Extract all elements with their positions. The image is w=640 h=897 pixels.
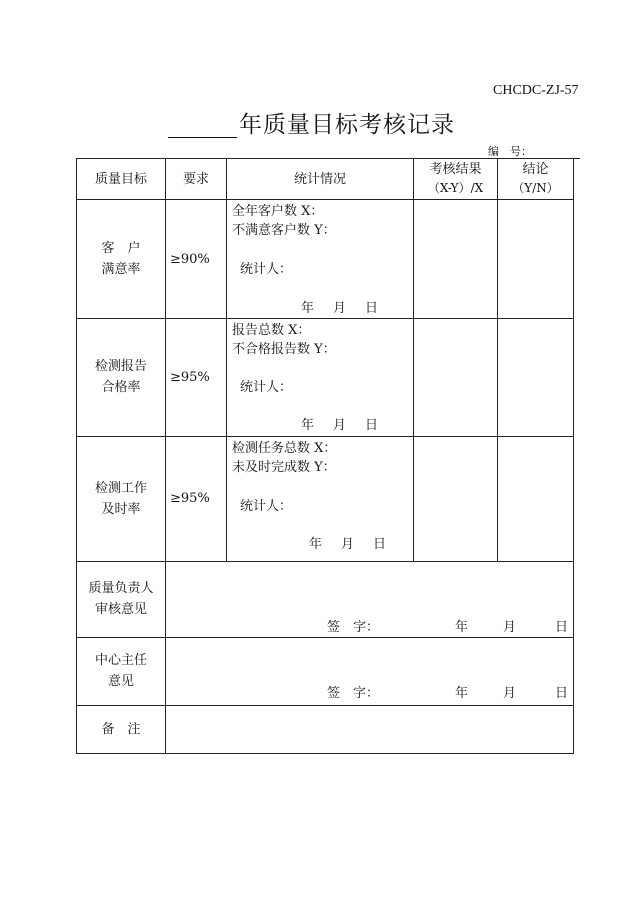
goal-report-pass-rate-2: 合格率 [101,380,141,395]
header-result: 考核结果 [429,162,482,177]
row-divider [77,436,573,437]
serial-label: 编 号： [488,145,532,158]
row-divider [77,199,573,200]
stat-total: 检测任务总数 X： [232,441,337,456]
header-conclusion: 结论 [522,162,549,177]
stat-date: 年 月 日 [301,301,382,316]
year-blank [168,113,237,138]
row-divider [77,705,573,706]
quality-manager-label: 质量负责人 [88,581,154,596]
goal-customer-satisfaction: 客 户 [101,241,141,256]
header-requirement: 要求 [182,172,209,187]
signature-label: 签 字： [327,686,380,701]
sign-year: 年 [455,620,469,635]
stat-fail: 不满意客户数 Y： [232,223,336,238]
stat-fail: 不合格报告数 Y： [232,342,336,357]
statistician-label: 统计人： [240,380,293,395]
assessment-form [76,158,574,754]
requirement-value: ≥95% [170,491,210,506]
statistician-label: 统计人： [240,499,293,514]
requirement-value: ≥95% [170,370,210,385]
goal-customer-satisfaction-2: 满意率 [101,262,141,277]
title-block [168,112,455,138]
col-divider [165,159,166,753]
stat-fail: 未及时完成数 Y： [232,460,336,475]
goal-timeliness-rate-2: 及时率 [101,502,141,517]
sign-month: 月 [503,686,517,701]
document-code: CHCDC-ZJ-57 [493,83,579,98]
sign-month: 月 [503,620,517,635]
remarks-label: 备 注 [101,722,141,737]
sign-day: 日 [555,620,569,635]
col-divider [226,159,227,561]
sign-day: 日 [555,686,569,701]
stat-date: 年 月 日 [301,418,382,433]
page-title: 年质量目标考核记录 [239,112,455,138]
requirement-value: ≥90% [170,252,210,267]
director-label-2: 意见 [107,674,134,689]
header-result-formula: （X-Y）/X [427,181,484,195]
header-conclusion-yn: （Y/N） [512,181,559,195]
sign-year: 年 [455,686,469,701]
serial-number [488,143,580,159]
row-divider [77,637,573,638]
col-divider [413,159,414,561]
header-stats: 统计情况 [293,172,346,187]
signature-label: 签 字： [327,620,380,635]
col-divider [497,159,498,561]
stat-total: 报告总数 X： [232,323,311,338]
stat-date: 年 月 日 [309,537,390,552]
row-divider [77,318,573,319]
goal-report-pass-rate: 检测报告 [94,359,147,374]
quality-manager-label-2: 审核意见 [94,602,147,617]
stat-total: 全年客户数 X： [232,204,324,219]
statistician-label: 统计人： [240,262,293,277]
director-label: 中心主任 [94,653,147,668]
row-divider [77,561,573,562]
header-goal: 质量目标 [94,172,147,187]
goal-timeliness-rate: 检测工作 [94,481,147,496]
